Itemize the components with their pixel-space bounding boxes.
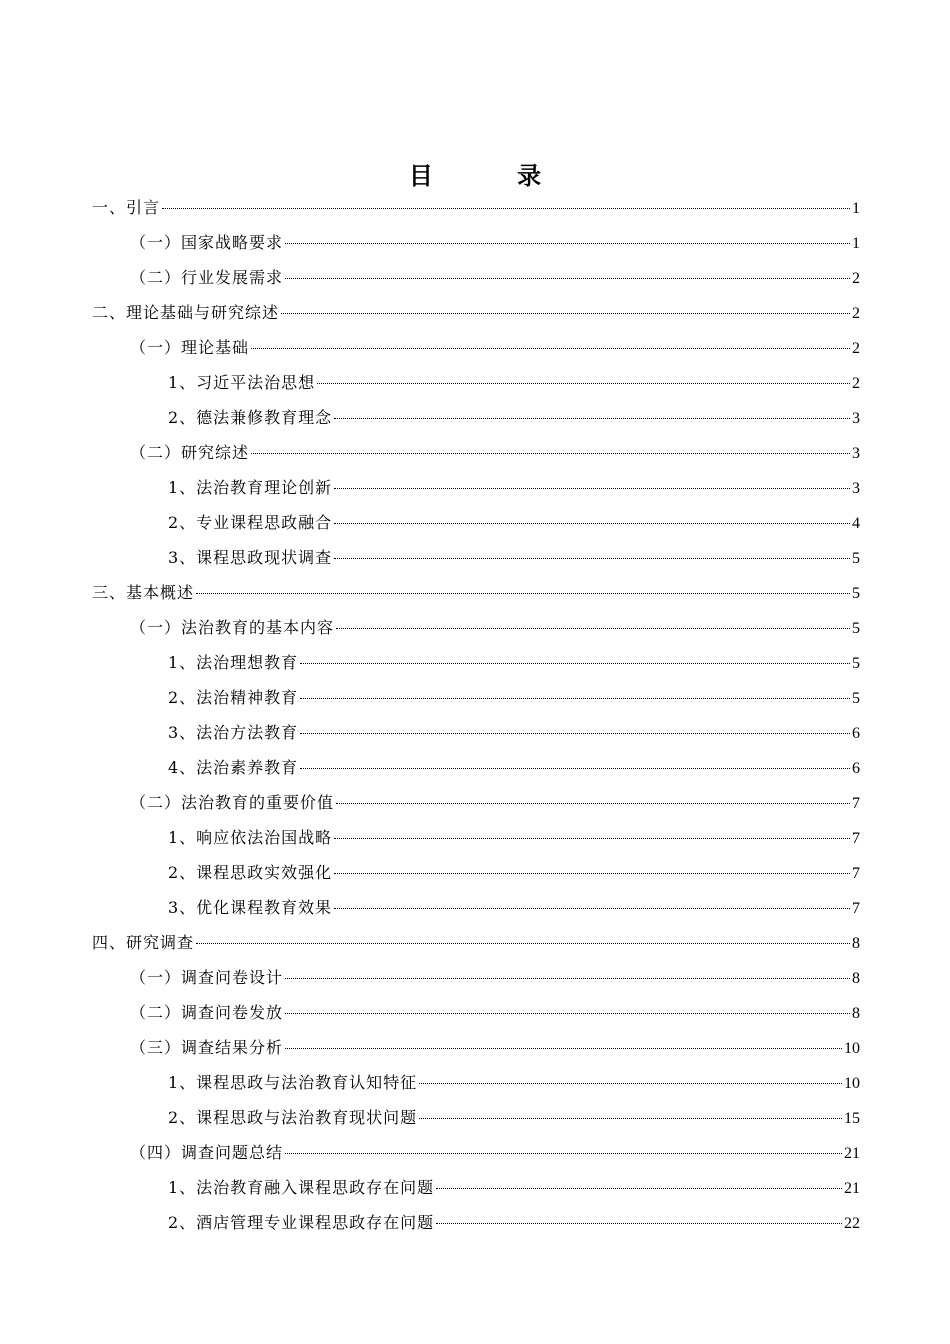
toc-entry-title: （三）调查结果分析 — [130, 1038, 284, 1057]
dot-leader — [285, 243, 850, 244]
toc-entry-title: 3、优化课程教育效果 — [168, 898, 333, 917]
toc-entry[interactable] — [92, 785, 860, 820]
toc-entry[interactable] — [92, 575, 860, 610]
dot-leader — [334, 838, 850, 839]
page-title: 目 录 — [408, 162, 580, 191]
dot-leader — [251, 453, 850, 454]
toc-entry-title: 3、法治方法教育 — [168, 723, 299, 742]
toc-entry-title: 一、引言 — [92, 198, 161, 217]
toc-entry-title: （一）理论基础 — [130, 338, 250, 357]
dot-leader — [162, 208, 850, 209]
toc-entry[interactable] — [92, 365, 860, 400]
toc-entry-title: 2、德法兼修教育理念 — [168, 408, 333, 427]
toc-entry[interactable] — [92, 435, 860, 470]
toc-page-number: 6 — [852, 760, 860, 777]
dot-leader — [436, 1223, 842, 1224]
toc-page-number: 3 — [852, 410, 860, 427]
toc-page-number: 5 — [852, 690, 860, 707]
toc-entry[interactable] — [92, 1030, 860, 1065]
dot-leader — [317, 383, 850, 384]
table-of-contents — [92, 190, 860, 1240]
toc-entry-title: 2、课程思政与法治教育现状问题 — [168, 1108, 418, 1127]
toc-page-number: 5 — [852, 620, 860, 637]
dot-leader — [285, 1013, 850, 1014]
toc-entry-title: （四）调查问题总结 — [130, 1143, 284, 1162]
toc-page-number: 8 — [852, 935, 860, 952]
toc-page-number: 7 — [852, 795, 860, 812]
dot-leader — [285, 978, 850, 979]
toc-page-number: 6 — [852, 725, 860, 742]
toc-entry[interactable] — [92, 855, 860, 890]
toc-entry-title: 2、课程思政实效强化 — [168, 863, 333, 882]
toc-page-number: 5 — [852, 655, 860, 672]
toc-entry-title: 三、基本概述 — [92, 583, 195, 602]
toc-entry-title: 4、法治素养教育 — [168, 758, 299, 777]
toc-entry[interactable] — [92, 330, 860, 365]
dot-leader — [334, 488, 850, 489]
toc-page-number: 1 — [852, 200, 860, 217]
dot-leader — [419, 1118, 842, 1119]
dot-leader — [334, 873, 850, 874]
dot-leader — [300, 663, 850, 664]
toc-entry[interactable] — [92, 225, 860, 260]
toc-entry-title: 2、法治精神教育 — [168, 688, 299, 707]
toc-page-number: 7 — [852, 900, 860, 917]
toc-entry-title: 1、习近平法治思想 — [168, 373, 316, 392]
toc-entry-title: （二）行业发展需求 — [130, 268, 284, 287]
dot-leader — [419, 1083, 842, 1084]
toc-entry-title: 1、法治教育理论创新 — [168, 478, 333, 497]
toc-page-number: 2 — [852, 375, 860, 392]
dot-leader — [285, 1048, 842, 1049]
toc-entry[interactable] — [92, 995, 860, 1030]
toc-entry-title: （一）国家战略要求 — [130, 233, 284, 252]
toc-page-number: 4 — [852, 515, 860, 532]
toc-page-number: 8 — [852, 1005, 860, 1022]
toc-page-number: 3 — [852, 480, 860, 497]
dot-leader — [334, 523, 850, 524]
dot-leader — [336, 628, 850, 629]
toc-page-number: 15 — [844, 1110, 860, 1127]
dot-leader — [300, 768, 850, 769]
toc-entry-title: 四、研究调查 — [92, 933, 195, 952]
dot-leader — [285, 1153, 842, 1154]
toc-page-number: 10 — [844, 1040, 860, 1057]
toc-entry[interactable] — [92, 925, 860, 960]
toc-entry[interactable] — [92, 1065, 860, 1100]
toc-entry-title: 1、响应依法治国战略 — [168, 828, 333, 847]
toc-page-number: 21 — [844, 1180, 860, 1197]
toc-entry-title: （二）法治教育的重要价值 — [130, 793, 335, 812]
toc-page-number: 5 — [852, 550, 860, 567]
toc-page-number: 7 — [852, 830, 860, 847]
toc-entry-title: （二）研究综述 — [130, 443, 250, 462]
toc-entry[interactable] — [92, 470, 860, 505]
toc-entry[interactable] — [92, 960, 860, 995]
toc-entry-title: 1、课程思政与法治教育认知特征 — [168, 1073, 418, 1092]
toc-entry[interactable] — [92, 260, 860, 295]
toc-entry[interactable] — [92, 1100, 860, 1135]
toc-page-number: 7 — [852, 865, 860, 882]
toc-page-number: 8 — [852, 970, 860, 987]
dot-leader — [300, 698, 850, 699]
dot-leader — [251, 348, 850, 349]
dot-leader — [196, 943, 850, 944]
toc-entry-title: 二、理论基础与研究综述 — [92, 303, 280, 322]
dot-leader — [334, 558, 850, 559]
toc-entry[interactable] — [92, 1205, 860, 1240]
toc-entry[interactable] — [92, 540, 860, 575]
toc-page-number: 22 — [844, 1215, 860, 1232]
toc-entry[interactable] — [92, 680, 860, 715]
toc-page-number: 2 — [852, 270, 860, 287]
dot-leader — [336, 803, 850, 804]
toc-page-number: 5 — [852, 585, 860, 602]
toc-entry[interactable] — [92, 645, 860, 680]
toc-entry-title: 1、法治教育融入课程思政存在问题 — [168, 1178, 435, 1197]
dot-leader — [196, 593, 850, 594]
toc-page-number: 1 — [852, 235, 860, 252]
dot-leader — [436, 1188, 842, 1189]
dot-leader — [300, 733, 850, 734]
toc-page-number: 2 — [852, 340, 860, 357]
toc-entry[interactable] — [92, 1170, 860, 1205]
toc-entry[interactable] — [92, 1135, 860, 1170]
toc-entry[interactable] — [92, 295, 860, 330]
toc-entry[interactable] — [92, 890, 860, 925]
toc-page-number: 10 — [844, 1075, 860, 1092]
dot-leader — [334, 418, 850, 419]
dot-leader — [334, 908, 850, 909]
toc-entry[interactable] — [92, 715, 860, 750]
toc-entry-title: 2、专业课程思政融合 — [168, 513, 333, 532]
toc-entry-title: （一）法治教育的基本内容 — [130, 618, 335, 637]
toc-entry[interactable] — [92, 820, 860, 855]
toc-entry[interactable] — [92, 610, 860, 645]
toc-entry-title: 3、课程思政现状调查 — [168, 548, 333, 567]
toc-entry-title: 2、酒店管理专业课程思政存在问题 — [168, 1213, 435, 1232]
toc-entry[interactable] — [92, 400, 860, 435]
toc-entry-title: 1、法治理想教育 — [168, 653, 299, 672]
toc-entry[interactable] — [92, 750, 860, 785]
toc-entry[interactable] — [92, 505, 860, 540]
toc-page-number: 21 — [844, 1145, 860, 1162]
toc-entry-title: （二）调查问卷发放 — [130, 1003, 284, 1022]
dot-leader — [281, 313, 850, 314]
dot-leader — [285, 278, 850, 279]
toc-entry[interactable] — [92, 190, 860, 225]
toc-entry-title: （一）调查问卷设计 — [130, 968, 284, 987]
toc-page-number: 3 — [852, 445, 860, 462]
toc-page-number: 2 — [852, 305, 860, 322]
